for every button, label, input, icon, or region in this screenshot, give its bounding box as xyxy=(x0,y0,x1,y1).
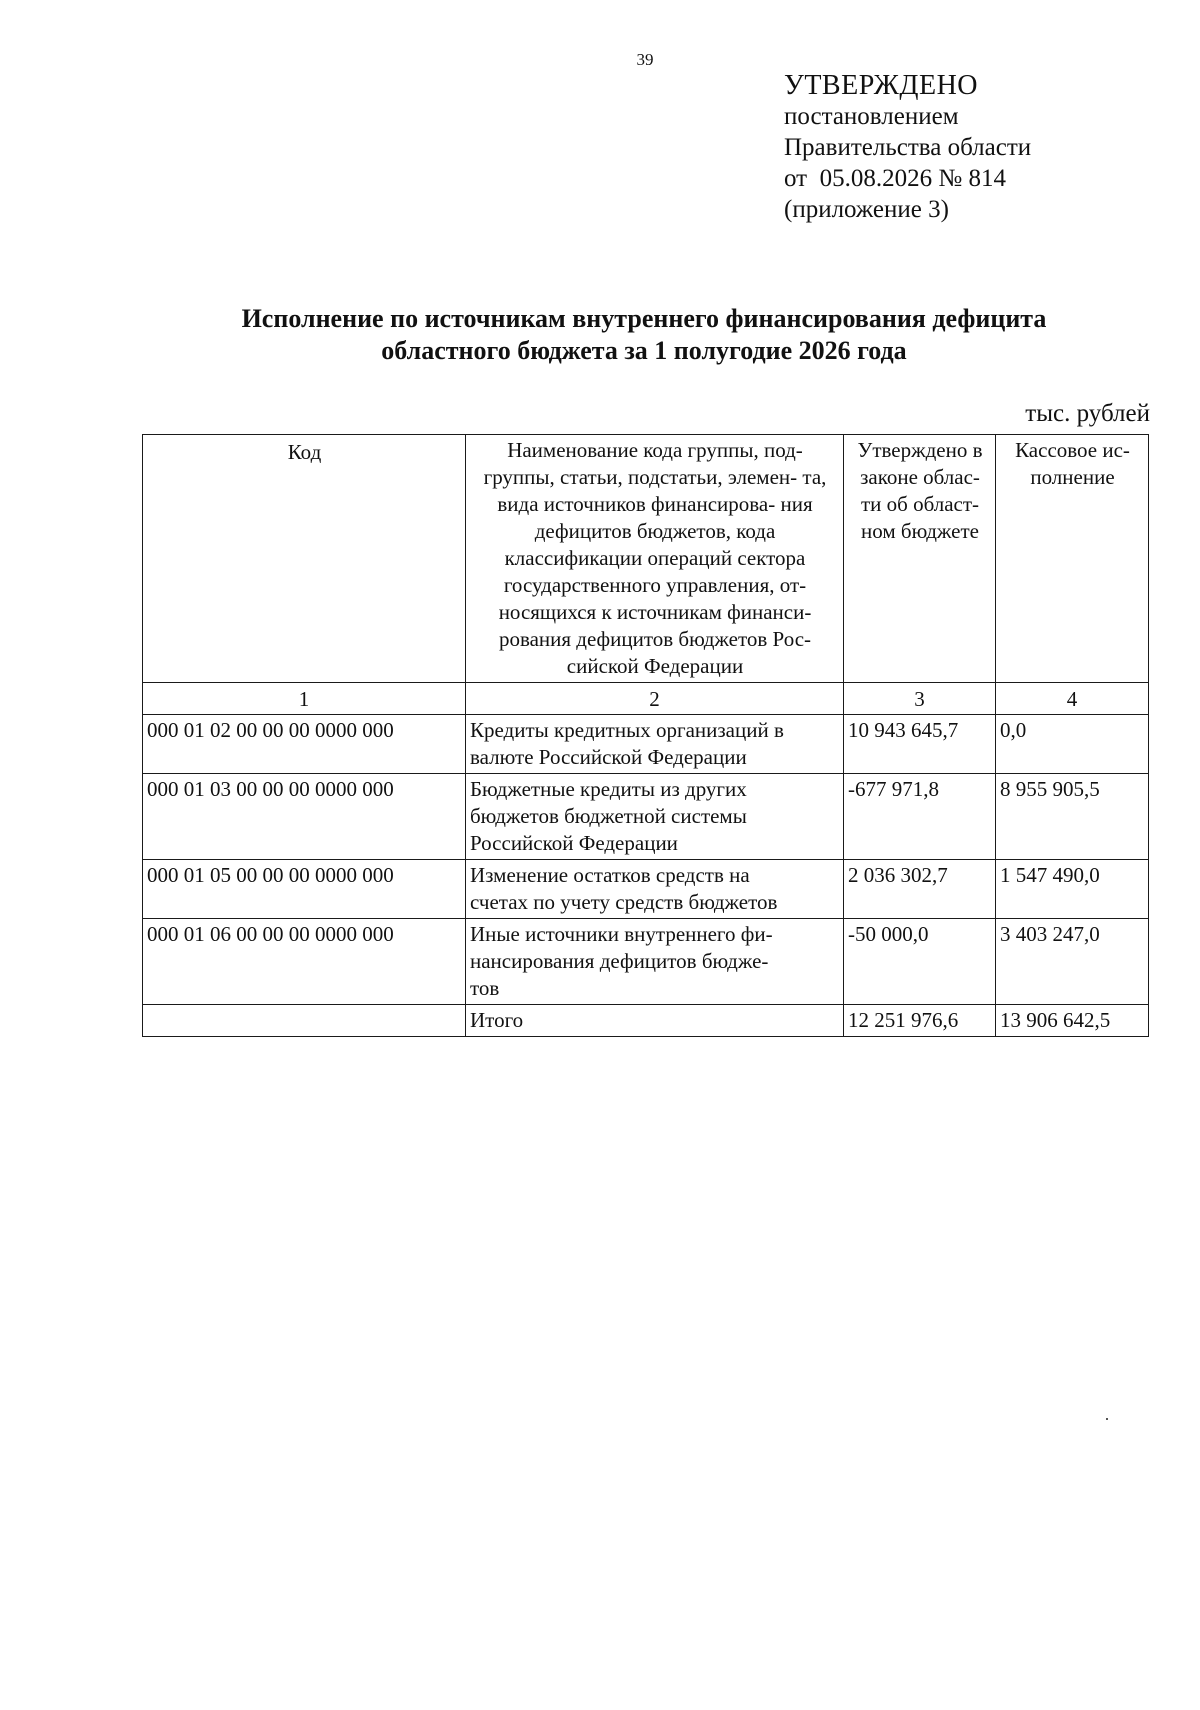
row-actual: 0,0 xyxy=(996,715,1149,774)
row-code: 000 01 05 00 00 00 0000 000 xyxy=(143,860,466,919)
total-code xyxy=(143,1005,466,1037)
row-actual: 1 547 490,0 xyxy=(996,860,1149,919)
row-actual: 8 955 905,5 xyxy=(996,774,1149,860)
scan-speck xyxy=(1106,1418,1108,1420)
table-row xyxy=(143,860,1149,919)
total-actual: 13 906 642,5 xyxy=(996,1005,1149,1037)
title-line-2: областного бюджета за 1 полугодие 2026 года xyxy=(381,336,907,365)
approval-line: постановлением xyxy=(784,103,959,130)
approval-line: Правительства области xyxy=(784,134,1032,161)
total-label: Итого xyxy=(466,1005,844,1037)
approval-appendix: (приложение 3) xyxy=(784,196,949,223)
column-number: 3 xyxy=(844,683,996,715)
column-number: 4 xyxy=(996,683,1149,715)
header-actual: Кассовое ис- полнение xyxy=(996,435,1149,683)
row-name: Иные источники внутреннего фи- нансирования дефицитов бюдже- тов xyxy=(466,919,844,1005)
table-row xyxy=(143,774,1149,860)
approval-stamp xyxy=(784,70,1031,225)
header-code: Код xyxy=(143,435,466,683)
document-title xyxy=(142,303,1146,367)
page-number: 39 xyxy=(636,50,654,69)
approval-date-number: от 05.08.2026 № 814 xyxy=(784,165,1006,192)
header-name: Наименование кода группы, под- группы, статьи, подстатьи, элемен- та, вида источников финансирова- ния дефицитов бюджетов, кода классификации операций сектора государственного управления, от- носящихся к источникам финанси- рования дефицитов бюджетов Рос- сийской Федерации xyxy=(466,435,844,683)
title-line-1: Исполнение по источникам внутреннего финансирования дефицита xyxy=(241,304,1047,333)
row-name: Изменение остатков средств на счетах по учету средств бюджетов xyxy=(466,860,844,919)
column-number: 2 xyxy=(466,683,844,715)
header-approved: Утверждено в законе облас- ти об област- ном бюджете xyxy=(844,435,996,683)
approval-heading: УТВЕРЖДЕНО xyxy=(784,70,979,101)
units-label: тыс. рублей xyxy=(1025,400,1150,427)
row-actual: 3 403 247,0 xyxy=(996,919,1149,1005)
row-code: 000 01 06 00 00 00 0000 000 xyxy=(143,919,466,1005)
row-name: Кредиты кредитных организаций в валюте Российской Федерации xyxy=(466,715,844,774)
row-approved: -677 971,8 xyxy=(844,774,996,860)
row-code: 000 01 03 00 00 00 0000 000 xyxy=(143,774,466,860)
table-row xyxy=(143,919,1149,1005)
row-code: 000 01 02 00 00 00 0000 000 xyxy=(143,715,466,774)
financing-sources-table xyxy=(142,434,1149,1037)
row-approved: 10 943 645,7 xyxy=(844,715,996,774)
total-approved: 12 251 976,6 xyxy=(844,1005,996,1037)
column-number: 1 xyxy=(143,683,466,715)
row-name: Бюджетные кредиты из других бюджетов бюджетной системы Российской Федерации xyxy=(466,774,844,860)
table-row xyxy=(143,715,1149,774)
row-approved: 2 036 302,7 xyxy=(844,860,996,919)
table-header-row xyxy=(143,435,1149,683)
column-number-row xyxy=(143,683,1149,715)
total-row xyxy=(143,1005,1149,1037)
row-approved: -50 000,0 xyxy=(844,919,996,1005)
